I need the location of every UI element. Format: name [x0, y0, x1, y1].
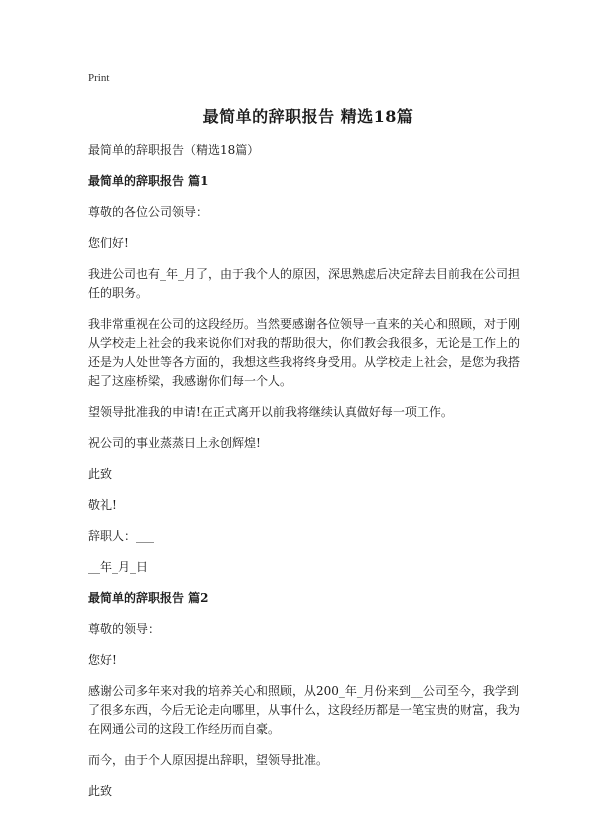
body-paragraph: 感谢公司多年来对我的培养关心和照顾，从200_年_月份来到__公司至今，我学到了很多东西，今后无论走向哪里，从事什么，这段经历都是一笔宝贵的财富，我为在网通公司的这段工作经历而自豪。	[88, 684, 521, 736]
body-paragraph: 而今，由于个人原因提出辞职，望领导批准。	[88, 753, 329, 767]
closing-regards: 敬礼!	[88, 498, 117, 512]
document-subtitle: 最简单的辞职报告（精选18篇）	[88, 143, 260, 157]
date-line: __年_月_日	[88, 560, 149, 574]
print-label: Print	[88, 72, 110, 84]
body-paragraph: 我非常重视在公司的这段经历。当然要感谢各位领导一直来的关心和照顾，对于刚从学校走上社会的我来说你们对我的帮助很大，你们教会我很多，无论是工作上的还是为人处世等各方面的，我想这些我将终身受用。从学校走上社会，是您为我搭起了这座桥梁，我感谢你们每一个人。	[88, 317, 521, 388]
signature-line: 辞职人：___	[88, 529, 155, 543]
section-heading: 最简单的辞职报告 篇2	[88, 591, 209, 605]
body-paragraph: 我进公司也有_年_月了，由于我个人的原因，深思熟虑后决定辞去目前我在公司担任的职务。	[88, 267, 521, 300]
salutation: 尊敬的各位公司领导：	[88, 205, 209, 219]
greeting: 您们好!	[88, 236, 129, 250]
section-1	[88, 172, 528, 577]
closing: 此致	[88, 784, 113, 798]
salutation: 尊敬的领导：	[88, 622, 161, 636]
body-paragraph: 望领导批准我的申请!在正式离开以前我将继续认真做好每一项工作。	[88, 405, 453, 419]
body-paragraph: 祝公司的事业蒸蒸日上永创辉煌!	[88, 436, 261, 450]
document-title: 最简单的辞职报告 精选18篇	[202, 107, 414, 126]
section-heading: 最简单的辞职报告 篇1	[88, 174, 209, 188]
document-page	[88, 72, 528, 813]
closing: 此致	[88, 467, 113, 481]
greeting: 您好!	[88, 653, 117, 667]
section-2	[88, 589, 528, 801]
